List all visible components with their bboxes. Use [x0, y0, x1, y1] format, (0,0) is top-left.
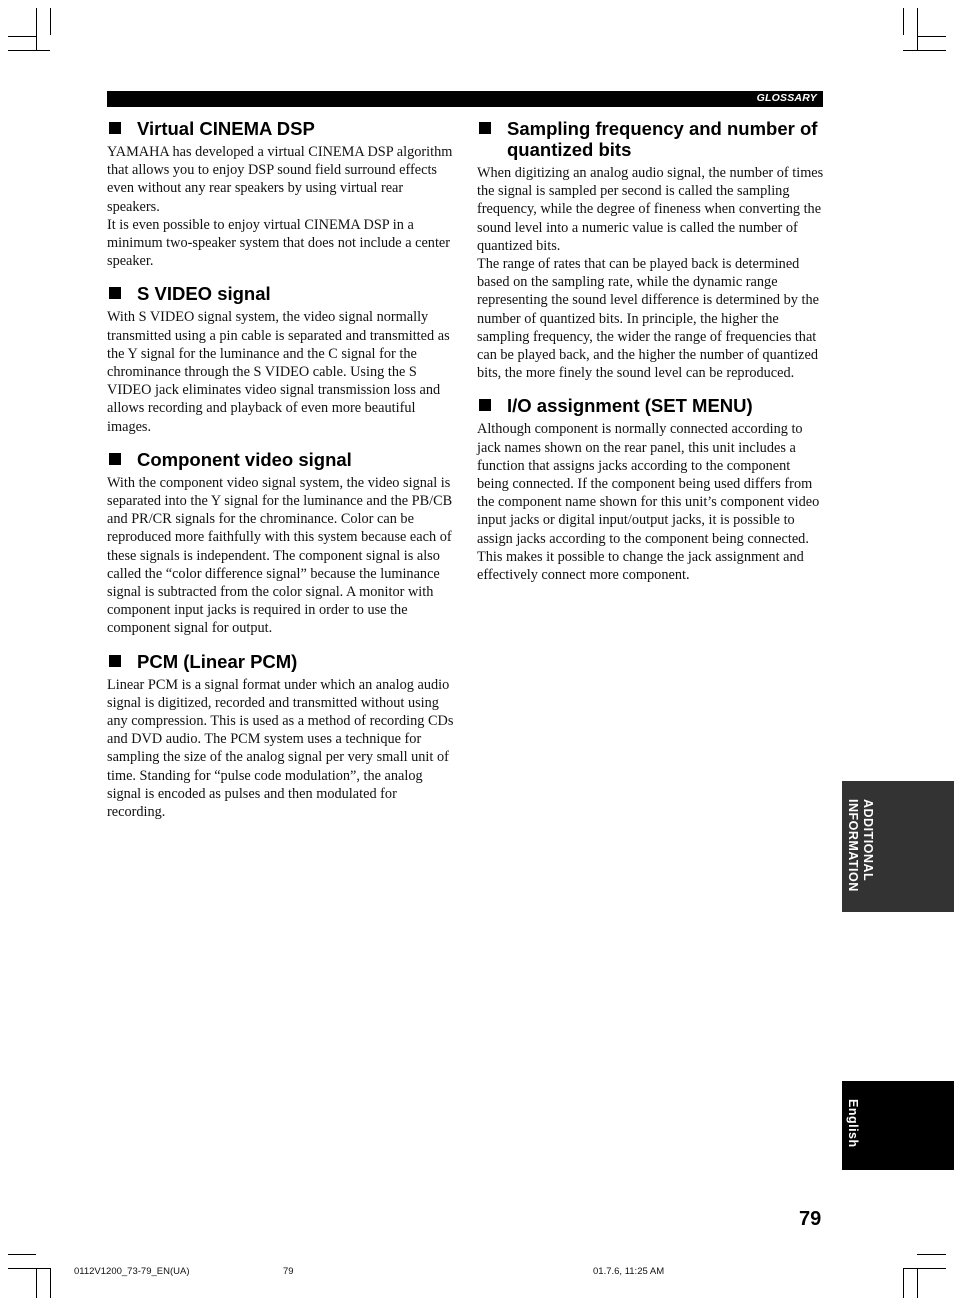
- crop-mark: [50, 8, 51, 35]
- entry-title: Virtual CINEMA DSP: [137, 118, 315, 139]
- section-label: GLOSSARY: [756, 92, 817, 104]
- glossary-entry: [107, 651, 457, 822]
- entry-title: S VIDEO signal: [137, 283, 271, 305]
- entry-heading: [107, 118, 457, 139]
- glossary-entry: [107, 118, 457, 270]
- glossary-header-bar: [107, 91, 823, 107]
- crop-mark: [917, 8, 918, 50]
- entry-title: I/O assignment (SET MENU): [507, 395, 753, 417]
- entry-heading: [107, 283, 457, 304]
- entry-text: With S VIDEO signal system, the video signal normally transmitted using a pin cable is separated and transmitted as the Y signal for the luminance and the C signal for the chrominance through the S VIDEO cable. Using the S VIDEO jack eliminates video signal transmission loss and allows recording and playback of even more beautiful images.: [107, 309, 450, 435]
- entry-title: Sampling frequency and number of quantized bits: [507, 118, 818, 160]
- additional-information-tab: [842, 781, 954, 912]
- square-bullet-icon: [479, 399, 491, 411]
- footer-filename: 0112V1200_73-79_EN(UA): [74, 1266, 190, 1277]
- page-number: 79: [799, 1208, 822, 1230]
- crop-mark: [8, 36, 36, 37]
- crop-mark: [50, 1268, 51, 1298]
- left-column: [107, 118, 457, 834]
- entry-title: PCM (Linear PCM): [137, 650, 298, 672]
- entry-text: When digitizing an analog audio signal, the number of times the signal is sampled per second is called the sampling frequency, while the degree of fineness when converting the sound level into a numeric value is called the number of quantized bits. The range of rates that can be played back is determined based on the sampling rate, while the dynamic range representing the sound level difference is determined by the number of quantized bits. In principle, the higher the sampling frequency, the wider the range of frequencies that can be played back, and the higher the number of quantized bits, the more finely the sound level can be reproduced.: [477, 165, 824, 382]
- crop-mark: [917, 36, 946, 37]
- entry-heading: [107, 449, 457, 470]
- entry-heading: [107, 651, 457, 672]
- square-bullet-icon: [109, 122, 121, 134]
- entry-title: Component video signal: [137, 448, 352, 470]
- glossary-entry: [107, 449, 457, 638]
- language-tab: [842, 1081, 954, 1170]
- crop-mark: [36, 1268, 37, 1298]
- crop-mark: [917, 1268, 918, 1298]
- crop-mark: [903, 50, 946, 51]
- glossary-entry: [477, 118, 825, 382]
- right-column: [477, 118, 825, 597]
- crop-mark: [36, 8, 37, 50]
- tab-label: English: [846, 1099, 860, 1148]
- entry-text: Linear PCM is a signal format under which an analog audio signal is digitized, recorded and transmitted without using any compression. This is used as a method of recording CDs and DVD audio. The PCM system uses a technique for sampling the size of the analog signal per very small unit of time. Standing for “pulse code modulation”, the analog signal is encoded as pulses and then modulated for recording.: [107, 676, 454, 821]
- entry-text: Although component is normally connected according to jack names shown on the rear panel, this unit includes a function that assigns jacks according to the component being connected. If the component being used differs from the component name shown for this unit’s component video input jacks or digital input/output jacks, it is possible to assign jacks according to the component being connected. This makes it possible to change the jack assignment and effectively connect more component.: [477, 421, 820, 584]
- glossary-entry: [477, 395, 825, 584]
- entry-text: With the component video signal system, the video signal is separated into the Y signal for the luminance and the PB/CB and PR/CR signals for the chrominance. Color can be reproduced more faithfully with this system because each of these signals is independent. The component signal is also called the “color difference signal” because the luminance signal is subtracted from the color signal. A monitor with component input jacks is required in order to use the component signal for output.: [107, 474, 453, 637]
- crop-mark: [903, 8, 904, 35]
- square-bullet-icon: [109, 453, 121, 465]
- footer-timestamp: 01.7.6, 11:25 AM: [593, 1266, 665, 1277]
- crop-mark: [903, 1268, 904, 1298]
- footer-page: 79: [283, 1266, 294, 1277]
- square-bullet-icon: [109, 287, 121, 299]
- square-bullet-icon: [479, 122, 491, 134]
- square-bullet-icon: [109, 655, 121, 667]
- crop-mark: [903, 1268, 946, 1269]
- tab-label: ADDITIONAL INFORMATION: [846, 799, 875, 892]
- glossary-entry: [107, 283, 457, 435]
- entry-heading: [477, 395, 825, 416]
- crop-mark: [8, 50, 50, 51]
- entry-heading: [477, 118, 825, 160]
- entry-text: YAMAHA has developed a virtual CINEMA DSP algorithm that allows you to enjoy DSP sound field surround effects even without any rear speakers by using virtual rear speakers. It is even possible to enjoy virtual CINEMA DSP in a minimum two-speaker system that does not include a center speaker.: [107, 144, 453, 270]
- crop-mark: [8, 1268, 50, 1269]
- crop-mark: [917, 1254, 946, 1255]
- crop-mark: [8, 1254, 36, 1255]
